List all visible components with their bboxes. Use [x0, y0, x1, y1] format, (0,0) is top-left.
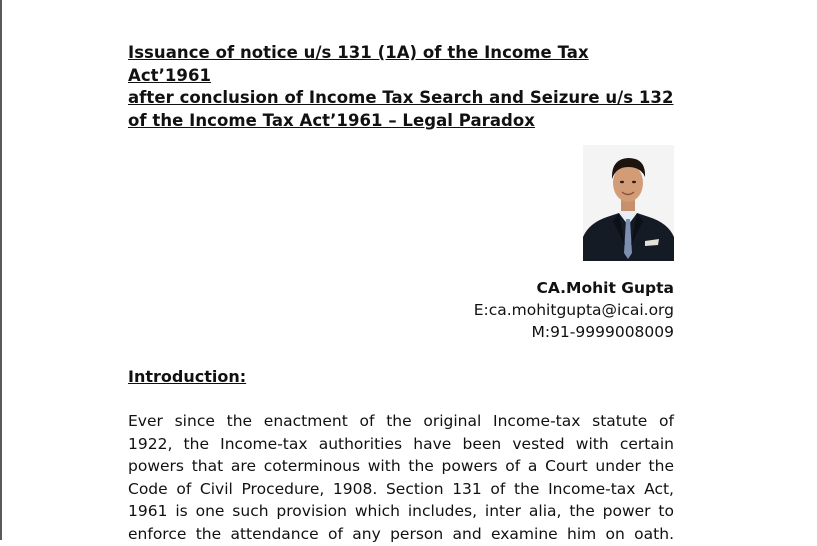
title-line: of the Income Tax Act’1961 – Legal Paradox	[128, 110, 535, 130]
document-page	[128, 0, 674, 543]
author-mobile: M:91-9999008009	[531, 323, 674, 341]
section-heading-introduction: Introduction:	[128, 367, 247, 386]
article-title	[128, 42, 674, 132]
paragraph-line: powers that are coterminous with the powers of a Court under the	[128, 457, 674, 476]
author-email: E:ca.mohitgupta@icai.org	[473, 301, 674, 319]
page-left-border	[0, 0, 2, 540]
paragraph-line: enforce the attendance of any person and examine him on oath.	[128, 524, 674, 543]
paragraph-line: Ever since the enactment of the original Income-tax statute of	[128, 412, 674, 430]
author-photo	[583, 145, 674, 261]
introduction-paragraph	[128, 410, 674, 546]
author-name: CA.Mohit Gupta	[536, 279, 674, 297]
author-details	[474, 277, 674, 343]
title-line: after conclusion of Income Tax Search and Seizure u/s 132	[128, 88, 674, 107]
paragraph-line: 1922, the Income-tax authorities have been vested with certain	[128, 434, 674, 453]
title-line: Issuance of notice u/s 131 (1A) of the Income Tax Act’1961	[128, 43, 589, 85]
author-portrait-image	[583, 145, 674, 261]
paragraph-line: Code of Civil Procedure, 1908. Section 131 of the Income-tax Act,	[128, 479, 674, 498]
paragraph-line: 1961 is one such provision which includes, inter alia, the power to	[128, 502, 674, 521]
